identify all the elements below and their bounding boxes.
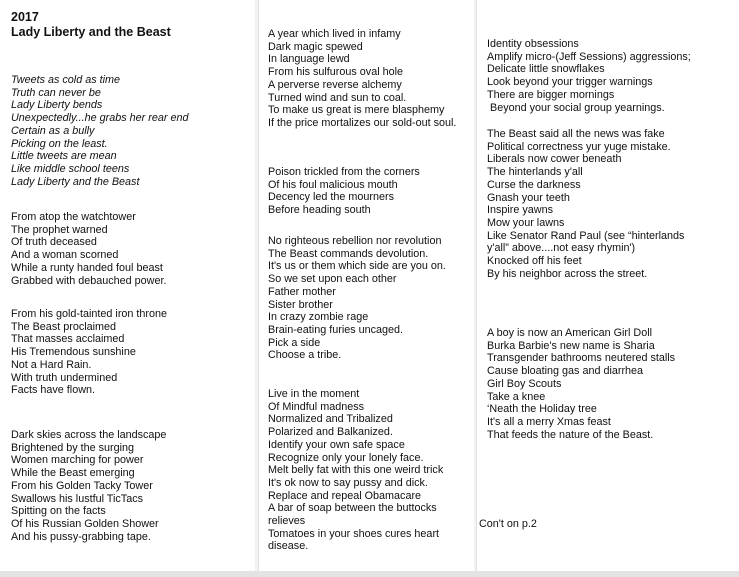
poem-line: Spitting on the facts — [11, 505, 106, 518]
poem-line: relieves — [268, 515, 306, 528]
poem-line: Turned wind and sun to coal. — [268, 91, 407, 104]
poem-line: y'all” above....not easy rhymin') — [487, 242, 636, 255]
poem-line: Swallows his lustful TicTacs — [11, 492, 144, 505]
poem-line: Not a Hard Rain. — [11, 358, 92, 371]
poem-line: Women marching for power — [11, 454, 144, 467]
poem-line: And a woman scorned — [11, 249, 119, 262]
continued-note: Con't on p.2 — [479, 518, 537, 530]
poem-line: There are bigger mornings — [487, 88, 615, 101]
poem-line: Brightened by the surging — [11, 441, 135, 454]
poem-line: His Tremendous sunshine — [11, 346, 136, 359]
poem-line: Lady Liberty and the Beast — [11, 175, 140, 188]
poem-line: Identify your own safe space — [268, 438, 405, 451]
poem-line: Tweets as cold as time — [11, 74, 121, 86]
poem-line: With truth undermined — [11, 371, 118, 384]
poem-line: So we set upon each other — [268, 273, 397, 286]
poem-line: Grabbed with debauched power. — [11, 274, 167, 287]
poem-line: Sister brother — [268, 298, 333, 311]
poem-line: Knocked off his feet — [487, 255, 582, 268]
poem-line: Lady Liberty bends — [11, 99, 103, 112]
poem-line: A bar of soap between the buttocks — [268, 502, 437, 515]
poem-line: From his gold-tainted iron throne — [11, 308, 168, 320]
poem-line: That feeds the nature of the Beast. — [487, 428, 654, 441]
poem-line: Tomatoes in your shoes cures heart — [268, 527, 440, 540]
poem-line: It's us or them which side are you on. — [268, 260, 446, 273]
stanza — [487, 327, 675, 441]
poem-line: Polarized and Balkanized. — [268, 426, 393, 439]
poem-year: 2017 — [11, 10, 39, 24]
stanza — [268, 235, 446, 362]
poem-line: Liberals now cower beneath — [487, 153, 622, 166]
stanza — [268, 166, 420, 217]
poem-line: While the Beast emerging — [11, 467, 135, 480]
poem-line: In crazy zombie rage — [268, 311, 369, 324]
poem-line: Normalized and Tribalized — [268, 413, 393, 426]
poem-line: Of Mindful madness — [268, 400, 365, 413]
poem-line: If the price mortalizes our sold-out soul. — [268, 116, 457, 129]
poem-line: Look beyond your trigger warnings — [487, 76, 653, 89]
poem-line: Unexpectedly...he grabs her rear end — [11, 112, 189, 125]
poem-line: Gnash your teeth — [487, 191, 570, 204]
poem-line: While a runty handed foul beast — [11, 261, 163, 274]
poem-line: And his pussy-grabbing tape. — [11, 530, 151, 543]
poem-line: Facts have flown. — [11, 384, 96, 397]
poem-line: Of truth deceased — [11, 236, 97, 249]
stanza — [268, 28, 456, 130]
poem-line: Take a knee — [487, 390, 546, 403]
poem-line: Inspire yawns — [487, 204, 554, 217]
poem-line: In language lewd — [268, 53, 350, 66]
poem-line: Of his foul malicious mouth — [268, 178, 398, 191]
poem-line: Father mother — [268, 285, 336, 298]
poem-line: Replace and repeal Obamacare — [268, 489, 422, 502]
poem-line: The Beast said all the news was fake — [487, 128, 665, 140]
poem-line: Choose a tribe. — [268, 349, 342, 362]
poem-line: Picking on the least. — [11, 137, 108, 150]
poem-line: A year which lived in infamy — [268, 28, 401, 40]
poem-line: Of his Russian Golden Shower — [11, 517, 159, 530]
poem-line: Transgender bathrooms neutered stalls — [487, 352, 676, 365]
poem-line: The prophet warned — [11, 223, 108, 236]
poem-line: The Beast proclaimed — [11, 320, 117, 333]
poem-line: Curse the darkness — [487, 178, 581, 191]
poem-line: Cause bloating gas and diarrhea — [487, 365, 644, 378]
poem-line: Dark skies across the landscape — [11, 429, 167, 441]
poem-line: Mow your lawns — [487, 216, 565, 229]
poem-line: Brain-eating furies uncaged. — [268, 323, 404, 336]
poem-line: That masses acclaimed — [11, 333, 125, 346]
poem-line: Poison trickled from the corners — [268, 166, 420, 178]
poem-line: Recognize only your lonely face. — [268, 451, 424, 464]
poem-line: Dark magic spewed — [268, 40, 363, 53]
poem-line: Little tweets are mean — [11, 150, 117, 163]
poem-line: From his sulfurous oval hole — [268, 66, 404, 79]
poem-line: No righteous rebellion nor revolution — [268, 235, 442, 247]
poem-line: Beyond your social group yearnings. — [487, 101, 665, 114]
stanza — [487, 128, 684, 280]
poem-line: From his Golden Tacky Tower — [11, 479, 153, 492]
poem-line: From atop the watchtower — [11, 211, 136, 223]
poem-line: A boy is now an American Girl Doll — [487, 327, 653, 339]
poem-title: Lady Liberty and the Beast — [11, 25, 171, 39]
poem-line: Like Senator Rand Paul (see “hinterlands — [487, 229, 685, 242]
stanza — [11, 308, 167, 397]
poem-line: Certain as a bully — [11, 124, 95, 137]
poem-line: Live in the moment — [268, 388, 360, 400]
poem-line: disease. — [268, 540, 309, 553]
poem-line: Truth can never be — [11, 86, 101, 99]
poem-line: Girl Boy Scouts — [487, 377, 562, 390]
bottom-edge — [0, 571, 739, 577]
poem-line: Like middle school teens — [11, 162, 130, 175]
poem-line: The Beast commands devolution. — [268, 247, 429, 260]
poem-line: Amplify micro-(Jeff Sessions) aggressions; — [487, 50, 691, 63]
poem-line: It's all a merry Xmas feast — [487, 415, 611, 428]
poem-line: By his neighbor across the street. — [487, 267, 648, 280]
poem-line: The hinterlands y'all — [487, 166, 583, 179]
poem-line: Identity obsessions — [487, 38, 579, 50]
stanza — [11, 429, 166, 543]
poem-line: Before heading south — [268, 204, 371, 217]
poem-line: To make us great is mere blasphemy — [268, 104, 445, 117]
poem-line: Burka Barbie's new name is Sharia — [487, 339, 655, 352]
stanza — [11, 211, 166, 287]
poem-line: It's ok now to say pussy and dick. — [268, 476, 428, 489]
poem-line: Political correctness yur yuge mistake. — [487, 140, 671, 153]
poem-line: Delicate little snowflakes — [487, 63, 605, 76]
poem-line: A perverse reverse alchemy — [268, 78, 402, 91]
stanza — [11, 74, 188, 188]
stanza — [487, 38, 691, 114]
stanza — [268, 388, 443, 553]
poem-line: Decency led the mourners — [268, 191, 395, 204]
poem-line: Pick a side — [268, 336, 321, 349]
poem-line: ‘Neath the Holiday tree — [487, 403, 597, 416]
poem-line: Melt belly fat with this one weird trick — [268, 464, 444, 477]
